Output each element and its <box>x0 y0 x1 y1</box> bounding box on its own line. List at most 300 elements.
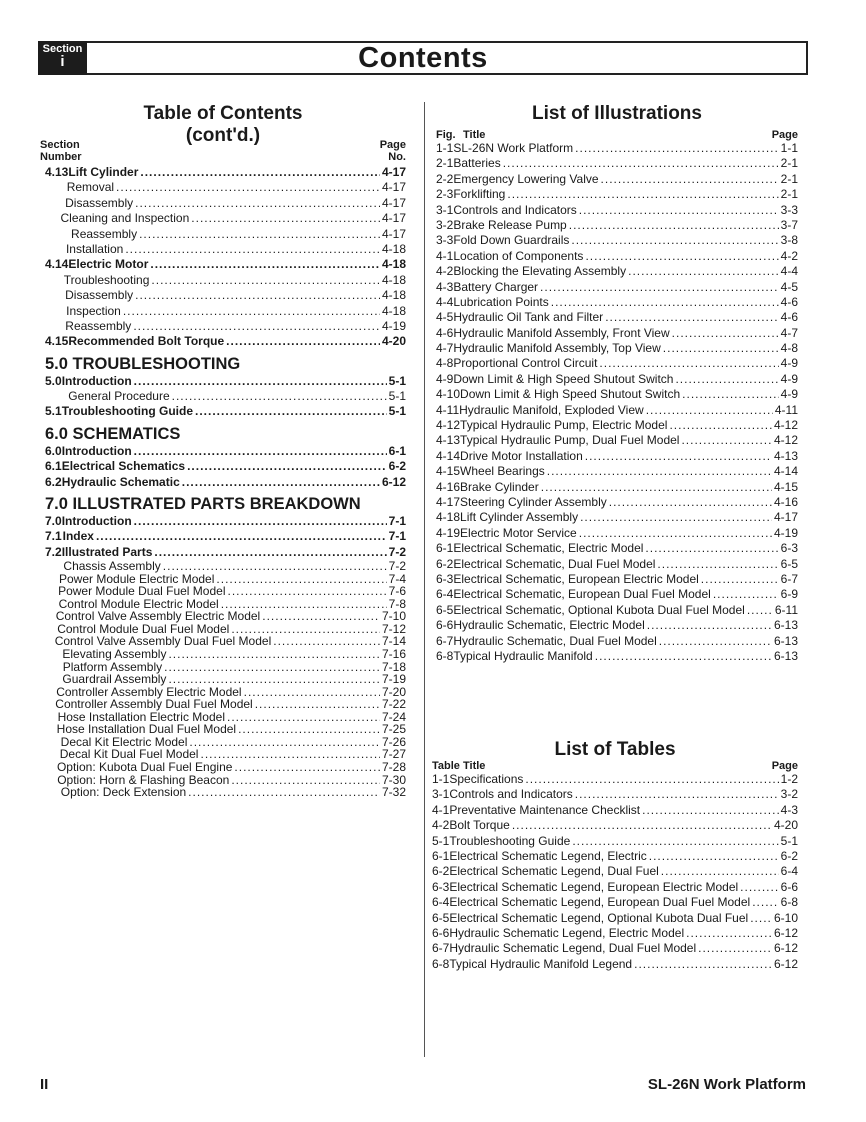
dot-leader <box>750 911 772 926</box>
col-page: Page <box>771 129 798 141</box>
item-page: 7-18 <box>381 659 406 674</box>
item-title: Forklifting <box>453 187 506 202</box>
item-page: 4-15 <box>773 479 798 494</box>
list-item[interactable] <box>436 618 798 633</box>
item-page: 4-18 <box>381 241 406 256</box>
col-page: Page <box>379 139 406 151</box>
list-item[interactable] <box>40 529 406 544</box>
dot-leader <box>189 736 380 749</box>
list-item[interactable] <box>40 560 406 573</box>
tables-list <box>432 772 798 972</box>
dot-leader <box>752 895 778 910</box>
dot-leader <box>575 787 779 802</box>
list-item[interactable] <box>432 834 798 849</box>
item-page: 7-28 <box>381 759 406 774</box>
item-page: 4-2 <box>780 248 798 263</box>
item-title: Hydraulic Manifold, Exploded View <box>459 402 644 417</box>
item-title: Electrical Schematic, European Dual Fuel Model <box>453 587 711 602</box>
item-page: 4-17 <box>381 211 406 226</box>
list-item[interactable] <box>40 673 406 686</box>
item-number: 2-3 <box>436 187 454 202</box>
item-title: Hydraulic Schematic <box>61 474 180 489</box>
list-item[interactable] <box>40 723 406 736</box>
list-item[interactable] <box>432 849 798 864</box>
dot-leader <box>580 510 772 525</box>
item-page: 4-18 <box>381 257 406 272</box>
item-page: 4-12 <box>773 433 798 448</box>
list-item[interactable] <box>40 273 406 288</box>
item-number: 4-7 <box>436 341 454 356</box>
item-title: Cleaning and Inspection <box>60 211 190 226</box>
list-item[interactable] <box>436 356 798 371</box>
item-title: Disassembly <box>65 288 134 303</box>
item-title: Guardrail Assembly <box>62 672 167 687</box>
list-item[interactable] <box>40 404 406 419</box>
item-title: Troubleshooting Guide <box>61 404 194 419</box>
section-badge-number: i <box>60 53 65 70</box>
item-title: Electric Motor Service <box>460 525 577 540</box>
list-item[interactable] <box>432 880 798 895</box>
item-title: Hydraulic Manifold Assembly, Top View <box>453 341 661 356</box>
list-item[interactable] <box>40 242 406 257</box>
item-title: Hydraulic Schematic, Dual Fuel Model <box>453 633 657 648</box>
list-item[interactable] <box>436 403 798 418</box>
item-title: Specifications <box>449 772 524 786</box>
dot-leader <box>140 165 380 180</box>
item-title: Electrical Schematic Legend, European Electric Model <box>449 879 739 894</box>
dot-leader <box>134 514 387 529</box>
item-title: Controller Assembly Electric Model <box>56 684 242 699</box>
list-item[interactable] <box>436 526 798 541</box>
item-title: Electrical Schematics <box>61 459 186 474</box>
dot-leader <box>216 573 386 586</box>
item-page: 5-1 <box>388 404 406 419</box>
toc-subtitle: (cont'd.) <box>185 125 261 146</box>
dot-leader <box>116 180 380 195</box>
list-item[interactable] <box>40 304 406 319</box>
item-number: 3-3 <box>436 233 454 248</box>
list-item[interactable] <box>40 196 406 211</box>
dot-leader <box>646 403 773 418</box>
list-item[interactable] <box>40 165 406 180</box>
item-title: Hydraulic Manifold Assembly, Front View <box>453 325 670 340</box>
list-item[interactable] <box>436 341 798 356</box>
dot-leader <box>572 834 778 849</box>
dot-leader <box>569 218 779 233</box>
item-page: 6-12 <box>773 956 798 971</box>
dot-leader <box>231 774 380 787</box>
item-page: 1-1 <box>780 141 798 155</box>
item-number: 2-2 <box>436 171 454 186</box>
list-item[interactable] <box>436 634 798 649</box>
list-item[interactable] <box>432 787 798 802</box>
item-page: 4-9 <box>780 371 798 386</box>
item-title: Controls and Indicators <box>449 787 573 802</box>
item-page: 7-10 <box>381 609 406 624</box>
column-divider <box>424 102 425 1057</box>
item-page: 6-6 <box>780 879 798 894</box>
item-number: 6.2 <box>45 474 62 489</box>
item-page: 3-7 <box>780 217 798 232</box>
item-page: 4-18 <box>381 303 406 318</box>
item-page: 4-9 <box>780 356 798 371</box>
item-number: 6-4 <box>436 587 454 602</box>
item-number: 4-6 <box>436 325 454 340</box>
item-title: Control Valve Assembly Electric Model <box>55 609 261 624</box>
item-title: Installation <box>65 241 124 256</box>
item-page: 7-30 <box>381 772 406 787</box>
dot-leader <box>740 880 778 895</box>
item-number: 4-13 <box>436 433 461 448</box>
item-page: 4-18 <box>381 288 406 303</box>
item-title: Batteries <box>453 156 501 171</box>
list-of-illustrations <box>436 102 798 664</box>
item-page: 7-2 <box>388 559 406 574</box>
dot-leader <box>151 273 380 288</box>
toc-title: Table of Contents <box>143 103 303 124</box>
dot-leader <box>649 849 779 864</box>
list-item[interactable] <box>436 387 798 402</box>
list-item[interactable] <box>40 648 406 661</box>
item-title: Illustrated Parts <box>61 544 153 559</box>
page-title: Contents <box>358 42 488 74</box>
list-item[interactable] <box>40 374 406 389</box>
item-page: 4-3 <box>780 802 798 817</box>
item-page: 7-6 <box>388 584 406 599</box>
list-item[interactable] <box>436 172 798 187</box>
item-page: 6-9 <box>780 587 798 602</box>
list-item[interactable] <box>436 572 798 587</box>
list-item[interactable] <box>436 310 798 325</box>
dot-leader <box>579 203 779 218</box>
item-page: 6-12 <box>773 925 798 940</box>
item-title: Removal <box>66 180 115 195</box>
dot-leader <box>547 464 772 479</box>
dot-leader <box>134 444 387 459</box>
item-title: Typical Hydraulic Pump, Electric Model <box>460 418 668 433</box>
item-title: Hydraulic Schematic, Electric Model <box>453 618 645 633</box>
list-item[interactable] <box>436 295 798 310</box>
list-item[interactable] <box>436 587 798 602</box>
list-item[interactable] <box>432 926 798 941</box>
item-number: 4-15 <box>436 464 461 479</box>
item-page: 7-19 <box>381 672 406 687</box>
item-title: Drive Motor Installation <box>460 448 583 463</box>
list-item[interactable] <box>436 649 798 664</box>
list-item[interactable] <box>436 495 798 510</box>
list-item[interactable] <box>436 218 798 233</box>
item-page: 7-2 <box>388 544 406 559</box>
item-page: 6-13 <box>773 648 798 663</box>
list-item[interactable] <box>436 141 798 156</box>
item-title: Emergency Lowering Valve <box>453 171 599 186</box>
col-fig: Fig. <box>436 129 456 141</box>
list-item[interactable] <box>436 418 798 433</box>
list-item[interactable] <box>432 911 798 926</box>
item-number: 4.15 <box>45 334 69 349</box>
list-item[interactable] <box>40 459 406 474</box>
dot-leader <box>96 529 387 544</box>
item-page: 6-5 <box>780 556 798 571</box>
toc-list <box>40 165 406 799</box>
list-item[interactable] <box>432 895 798 910</box>
item-title: Electrical Schematic Legend, Dual Fuel <box>449 864 659 879</box>
item-title: Introduction <box>61 443 132 458</box>
item-number: 7.0 <box>45 514 62 529</box>
item-number: 3-1 <box>436 202 454 217</box>
item-page: 4-17 <box>381 165 406 179</box>
list-item[interactable] <box>436 372 798 387</box>
item-number: 7.2 <box>45 544 62 559</box>
list-item[interactable] <box>436 510 798 525</box>
list-item[interactable] <box>40 514 406 529</box>
list-item[interactable] <box>436 187 798 202</box>
item-title: Battery Charger <box>453 279 539 294</box>
dot-leader <box>585 449 772 464</box>
item-title: Platform Assembly <box>62 659 163 674</box>
list-item[interactable] <box>40 288 406 303</box>
dot-leader <box>172 389 387 404</box>
list-item[interactable] <box>40 334 406 349</box>
item-title: Hydraulic Schematic Legend, Dual Fuel Model <box>449 941 697 956</box>
list-item[interactable] <box>40 227 406 242</box>
item-page: 2-1 <box>780 171 798 186</box>
list-item[interactable] <box>40 319 406 334</box>
item-number: 4-10 <box>436 387 461 402</box>
item-page: 4-11 <box>774 402 798 417</box>
list-item[interactable] <box>40 389 406 404</box>
dot-leader <box>657 557 778 572</box>
list-item[interactable] <box>40 585 406 598</box>
tables-column-headers <box>432 760 798 772</box>
item-page: 7-24 <box>381 709 406 724</box>
item-page: 4-19 <box>381 318 406 333</box>
item-number: 6-5 <box>432 910 450 925</box>
list-item[interactable] <box>40 475 406 490</box>
item-number: 1-1 <box>436 141 454 155</box>
dot-leader <box>642 803 779 818</box>
item-title: Option: Kubota Dual Fuel Engine <box>56 759 233 774</box>
item-page: 7-12 <box>381 621 406 636</box>
dot-leader <box>669 418 772 433</box>
item-number: 4-16 <box>436 479 461 494</box>
item-number: 6-3 <box>436 571 454 586</box>
item-number: 4-3 <box>436 279 454 294</box>
item-page: 5-1 <box>388 389 406 404</box>
dot-leader <box>164 661 380 674</box>
list-item[interactable] <box>436 156 798 171</box>
item-number: 6.0 <box>45 443 62 458</box>
item-page: 4-14 <box>773 464 798 479</box>
list-item[interactable] <box>436 557 798 572</box>
item-title: Preventative Maintenance Checklist <box>449 802 641 817</box>
item-title: Introduction <box>61 514 132 529</box>
item-page: 4-17 <box>381 195 406 210</box>
item-title: Hydraulic Oil Tank and Filter <box>453 310 604 325</box>
dot-leader <box>135 196 380 211</box>
dot-leader <box>634 957 772 972</box>
list-item[interactable] <box>40 211 406 226</box>
item-page: 4-12 <box>773 418 798 433</box>
item-number: 5.1 <box>45 404 62 419</box>
item-number: 6-7 <box>436 633 454 648</box>
list-item[interactable] <box>40 180 406 195</box>
section-heading: 7.0 ILLUSTRATED PARTS BREAKDOWN <box>45 495 361 514</box>
item-title: Option: Deck Extension <box>60 785 187 800</box>
item-number: 6.1 <box>45 459 62 474</box>
list-item[interactable] <box>436 249 798 264</box>
col-title: Title <box>463 129 486 141</box>
dot-leader <box>154 545 386 560</box>
item-number: 6-7 <box>432 941 450 956</box>
item-title: Typical Hydraulic Pump, Dual Fuel Model <box>460 433 680 448</box>
list-item[interactable] <box>436 480 798 495</box>
item-number: 4-5 <box>436 310 454 325</box>
list-item[interactable] <box>436 203 798 218</box>
item-page: 7-27 <box>381 747 406 762</box>
item-title: Troubleshooting Guide <box>449 833 571 848</box>
dot-leader <box>571 233 778 248</box>
item-page: 4-17 <box>381 226 406 241</box>
list-item[interactable] <box>436 264 798 279</box>
item-page: 7-20 <box>381 684 406 699</box>
dot-leader <box>503 156 779 171</box>
dot-leader <box>747 603 773 618</box>
dot-leader <box>238 723 380 736</box>
tables-title: List of Tables <box>554 739 676 760</box>
item-number: 3-1 <box>432 787 450 802</box>
item-page: 7-22 <box>381 697 406 712</box>
dot-leader <box>579 526 772 541</box>
item-page: 4-9 <box>780 387 798 402</box>
item-page: 7-4 <box>388 571 406 586</box>
item-number: 4-8 <box>436 356 454 371</box>
item-number: 4.14 <box>45 257 69 272</box>
item-page: 6-8 <box>780 895 798 910</box>
item-page: 5-1 <box>388 373 406 388</box>
illustrations-column-headers <box>436 129 798 141</box>
list-item[interactable] <box>432 957 798 972</box>
col-number: Number <box>40 151 82 163</box>
dot-leader <box>512 818 772 833</box>
item-page: 7-26 <box>381 734 406 749</box>
dot-leader <box>595 649 772 664</box>
list-item[interactable] <box>436 464 798 479</box>
item-page: 7-1 <box>388 514 406 529</box>
list-item[interactable] <box>436 449 798 464</box>
item-title: Troubleshooting <box>63 272 150 287</box>
item-number: 6-8 <box>436 648 454 663</box>
dot-leader <box>134 374 387 389</box>
dot-leader <box>244 686 380 699</box>
item-number: 4-11 <box>436 402 460 417</box>
item-page: 7-1 <box>388 529 406 544</box>
dot-leader <box>123 304 380 319</box>
list-item[interactable] <box>40 545 406 560</box>
list-item[interactable] <box>436 280 798 295</box>
list-item[interactable] <box>40 444 406 459</box>
section-heading: 6.0 SCHEMATICS <box>45 424 181 443</box>
item-number: 4-17 <box>436 494 461 509</box>
item-title: Down Limit & High Speed Shutout Switch <box>460 387 681 402</box>
item-title: Bolt Torque <box>449 818 510 833</box>
item-number: 4-4 <box>436 294 454 309</box>
list-item[interactable] <box>432 803 798 818</box>
list-item[interactable] <box>40 698 406 711</box>
dot-leader <box>599 356 778 371</box>
illustrations-list <box>436 141 798 664</box>
dot-leader <box>195 404 387 419</box>
item-title: Reassembly <box>71 226 138 241</box>
dot-leader <box>163 560 387 573</box>
item-page: 7-16 <box>381 647 406 662</box>
item-number: 6-1 <box>432 848 450 863</box>
dot-leader <box>191 211 380 226</box>
item-title: Electrical Schematic, European Electric Model <box>453 571 699 586</box>
item-title: Electrical Schematic, Dual Fuel Model <box>453 556 656 571</box>
item-title: Hose Installation Dual Fuel Model <box>56 722 237 737</box>
list-item[interactable] <box>432 941 798 956</box>
item-page: 4-7 <box>780 325 798 340</box>
item-title: Introduction <box>61 373 132 388</box>
list-item[interactable] <box>432 864 798 879</box>
list-item[interactable] <box>40 786 406 799</box>
list-item[interactable] <box>432 772 798 787</box>
illustrations-title: List of Illustrations <box>532 103 702 124</box>
item-number: 6-4 <box>432 895 450 910</box>
item-number: 4-14 <box>436 448 461 463</box>
item-page: 6-3 <box>780 541 798 556</box>
list-item[interactable] <box>40 257 406 272</box>
item-page: 6-13 <box>773 618 798 633</box>
item-title: Typical Hydraulic Manifold <box>453 648 593 663</box>
item-page: 4-6 <box>780 310 798 325</box>
item-title: Lift Cylinder Assembly <box>460 510 579 525</box>
section-badge-label: Section <box>42 43 83 55</box>
item-title: Location of Components <box>453 248 584 263</box>
dot-leader <box>701 572 779 587</box>
col-section: Section <box>40 139 80 151</box>
dot-leader <box>672 326 779 341</box>
dot-leader <box>262 610 380 623</box>
item-page: 7-32 <box>381 785 406 800</box>
item-title: Electrical Schematic Legend, European Dual Fuel Model <box>449 895 751 910</box>
list-item[interactable] <box>436 433 798 448</box>
list-item[interactable] <box>436 603 798 618</box>
item-number: 6-6 <box>436 618 454 633</box>
item-title: Decal Kit Electric Model <box>60 734 188 749</box>
item-title: Typical Hydraulic Manifold Legend <box>449 956 633 971</box>
dot-leader <box>227 711 380 724</box>
list-item[interactable] <box>436 326 798 341</box>
list-item[interactable] <box>436 233 798 248</box>
item-page: 2-1 <box>780 187 798 202</box>
item-number: 4-18 <box>436 510 461 525</box>
item-number: 6-6 <box>432 925 450 940</box>
item-title: Proportional Control Circuit <box>453 356 598 371</box>
dot-leader <box>133 319 380 334</box>
item-page: 3-2 <box>780 787 798 802</box>
list-item[interactable] <box>40 761 406 774</box>
item-number: 4-9 <box>436 371 454 386</box>
item-number: 1-1 <box>432 772 450 786</box>
dot-leader <box>139 227 380 242</box>
list-item[interactable] <box>432 818 798 833</box>
item-title: Lubrication Points <box>453 294 549 309</box>
item-number: 7.1 <box>45 529 62 544</box>
item-number: 3-2 <box>436 217 454 232</box>
list-item[interactable] <box>436 541 798 556</box>
